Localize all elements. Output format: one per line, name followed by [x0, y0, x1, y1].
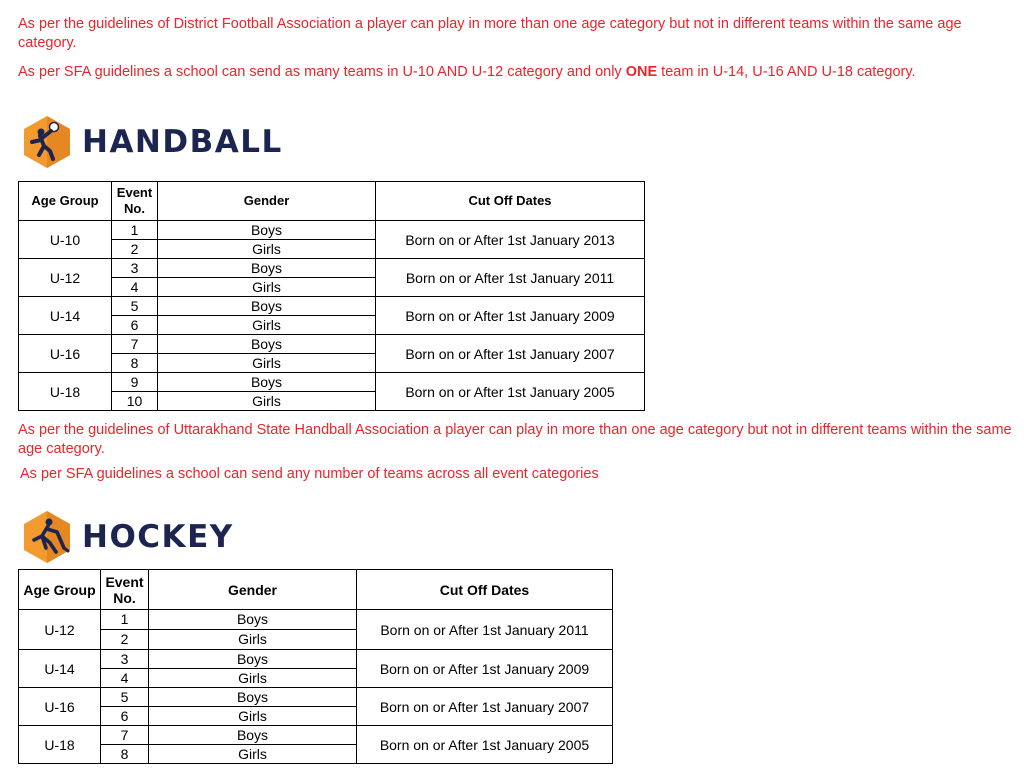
- hockey-heading: [20, 510, 234, 564]
- event-no-cell: 4: [112, 278, 158, 297]
- hockey-player-icon: [20, 510, 74, 564]
- sfa-guideline-note: [18, 63, 1018, 82]
- gender-cell: Girls: [149, 630, 357, 650]
- table-row: [19, 335, 645, 354]
- table-row: [19, 650, 613, 669]
- handball-player-icon: [20, 115, 74, 169]
- cut-off-cell: Born on or After 1st January 2011: [376, 259, 645, 297]
- gender-cell: Boys: [149, 726, 357, 745]
- gender-cell: Girls: [158, 354, 376, 373]
- gender-cell: Boys: [158, 297, 376, 316]
- handball-title: HANDBALL: [82, 124, 283, 160]
- cut-off-cell: Born on or After 1st January 2007: [376, 335, 645, 373]
- event-no-cell: 4: [101, 669, 149, 688]
- age-group-cell: U-16: [19, 688, 101, 726]
- cut-off-cell: Born on or After 1st January 2007: [357, 688, 613, 726]
- event-no-cell: 7: [101, 726, 149, 745]
- event-no-cell: 1: [112, 221, 158, 240]
- age-group-header: Age Group: [19, 570, 101, 610]
- gender-cell: Girls: [149, 745, 357, 764]
- event-no-cell: 6: [112, 316, 158, 335]
- table-row: [19, 688, 613, 707]
- gender-cell: Girls: [158, 278, 376, 297]
- gender-cell: Girls: [158, 240, 376, 259]
- age-group-cell: U-14: [19, 650, 101, 688]
- gender-cell: Boys: [158, 259, 376, 278]
- event-no-cell: 9: [112, 373, 158, 392]
- age-group-header: Age Group: [19, 182, 112, 221]
- football-guideline-note: As per the guidelines of District Football Association a player can play in more than one age category but not in different teams within the same age category.: [18, 16, 962, 51]
- event-no-cell: 2: [112, 240, 158, 259]
- cut-off-cell: Born on or After 1st January 2009: [357, 650, 613, 688]
- event-no-cell: 8: [101, 745, 149, 764]
- gender-cell: Boys: [158, 335, 376, 354]
- table-row: [19, 610, 613, 630]
- gender-header: Gender: [158, 182, 376, 221]
- age-group-cell: U-12: [19, 610, 101, 650]
- cut-off-cell: Born on or After 1st January 2005: [376, 373, 645, 411]
- gender-cell: Boys: [149, 610, 357, 630]
- gender-cell: Girls: [149, 707, 357, 726]
- gender-cell: Boys: [149, 688, 357, 707]
- handball-association-note: As per the guidelines of Uttarakhand State Handball Association a player can play in more than one age category but not in different teams within the same age category.: [18, 422, 1012, 457]
- event-no-cell: 5: [101, 688, 149, 707]
- sfa-note-text-before: As per SFA guidelines a school can send as many teams in U-10 AND U-12 category and only: [18, 64, 626, 80]
- event-no-cell: 6: [101, 707, 149, 726]
- gender-cell: Boys: [158, 373, 376, 392]
- event-no-cell: 8: [112, 354, 158, 373]
- event-no-cell: 1: [101, 610, 149, 630]
- age-group-cell: U-12: [19, 259, 112, 297]
- age-group-cell: U-18: [19, 726, 101, 764]
- cut-off-cell: Born on or After 1st January 2009: [376, 297, 645, 335]
- table-row: [19, 259, 645, 278]
- age-group-cell: U-16: [19, 335, 112, 373]
- gender-cell: Boys: [149, 650, 357, 669]
- event-no-header: Event No.: [101, 570, 149, 610]
- event-no-cell: 3: [101, 650, 149, 669]
- event-no-cell: 3: [112, 259, 158, 278]
- table-row: [19, 221, 645, 240]
- gender-cell: Girls: [158, 316, 376, 335]
- gender-cell: Boys: [158, 221, 376, 240]
- age-group-cell: U-18: [19, 373, 112, 411]
- age-group-cell: U-10: [19, 221, 112, 259]
- event-no-header: Event No.: [112, 182, 158, 221]
- gender-cell: Girls: [149, 669, 357, 688]
- handball-heading: [20, 115, 283, 169]
- hockey-title: HOCKEY: [82, 519, 234, 555]
- handball-header-row: [19, 182, 645, 221]
- handball-sfa-note: As per SFA guidelines a school can send any number of teams across all event categories: [20, 466, 599, 482]
- handball-table: [18, 181, 645, 411]
- gender-header: Gender: [149, 570, 357, 610]
- table-row: [19, 297, 645, 316]
- cut-off-header: Cut Off Dates: [376, 182, 645, 221]
- age-group-cell: U-14: [19, 297, 112, 335]
- hockey-table: [18, 569, 613, 764]
- table-row: [19, 726, 613, 745]
- hockey-header-row: [19, 570, 613, 610]
- event-no-cell: 7: [112, 335, 158, 354]
- event-no-cell: 10: [112, 392, 158, 411]
- sfa-note-text-after: team in U-14, U-16 AND U-18 category.: [657, 64, 916, 80]
- cut-off-header: Cut Off Dates: [357, 570, 613, 610]
- cut-off-cell: Born on or After 1st January 2011: [357, 610, 613, 650]
- gender-cell: Girls: [158, 392, 376, 411]
- event-no-cell: 2: [101, 630, 149, 650]
- sfa-note-bold: ONE: [625, 64, 658, 80]
- cut-off-cell: Born on or After 1st January 2005: [357, 726, 613, 764]
- event-no-cell: 5: [112, 297, 158, 316]
- table-row: [19, 373, 645, 392]
- cut-off-cell: Born on or After 1st January 2013: [376, 221, 645, 259]
